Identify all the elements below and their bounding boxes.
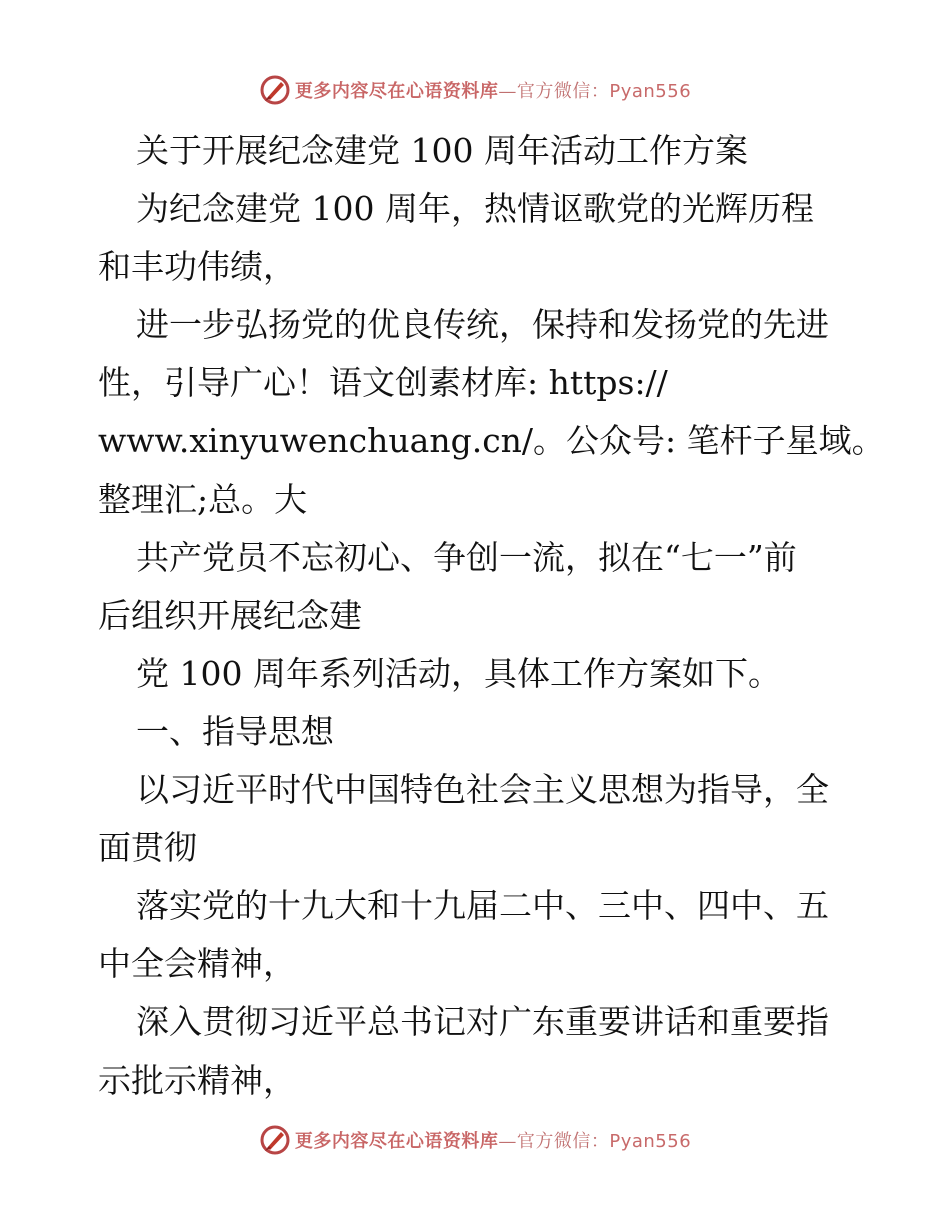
paragraph-line: 落实党的十九大和十九届二中、三中、四中、五 — [136, 886, 829, 926]
wechat-label: 官方微信： — [516, 1131, 610, 1152]
banner-separator: — — [498, 1131, 517, 1152]
document-body — [98, 122, 885, 1110]
paragraph-line: 性，引导广心！语文创素材库: https:// — [98, 363, 668, 403]
footer-banner — [0, 1120, 950, 1160]
wechat-id: Pyan556 — [609, 1131, 692, 1152]
wechat-label: 官方微信： — [516, 81, 610, 102]
paragraph-line: 中全会精神， — [98, 944, 296, 984]
paragraph-line: 整理汇;总。大 — [98, 479, 308, 519]
header-banner — [0, 70, 950, 110]
paragraph-line: www.xinyuwenchuang.cn/。公众号: 笔杆子星域。 — [98, 421, 885, 461]
paragraph-line: 和丰功伟绩， — [98, 247, 296, 287]
quill-pen-logo-icon — [259, 74, 291, 106]
banner-separator: — — [498, 81, 517, 102]
paragraph-line: 共产党员不忘初心、争创一流，拟在“七一”前 — [136, 537, 797, 577]
paragraph-line: 进一步弘扬党的优良传统，保持和发扬党的先进 — [136, 305, 829, 345]
site-name: 更多内容尽在心语资料库 — [294, 1131, 499, 1152]
paragraph-line: 党 100 周年系列活动，具体工作方案如下。 — [136, 653, 781, 693]
paragraph-line: 示批示精神， — [98, 1060, 296, 1100]
quill-pen-logo-icon — [259, 1124, 291, 1156]
document-title: 关于开展纪念建党 100 周年活动工作方案 — [136, 131, 748, 170]
paragraph-line: 以习近平时代中国特色社会主义思想为指导，全 — [136, 770, 829, 810]
paragraph-line: 深入贯彻习近平总书记对广东重要讲话和重要指 — [136, 1002, 829, 1042]
section-heading: 一、指导思想 — [136, 711, 334, 751]
wechat-id: Pyan556 — [609, 81, 692, 102]
paragraph-line: 面贯彻 — [98, 828, 197, 868]
paragraph-line: 后组织开展纪念建 — [98, 595, 362, 635]
paragraph-line: 为纪念建党 100 周年，热情讴歌党的光辉历程 — [136, 189, 814, 229]
site-name: 更多内容尽在心语资料库 — [294, 81, 499, 102]
